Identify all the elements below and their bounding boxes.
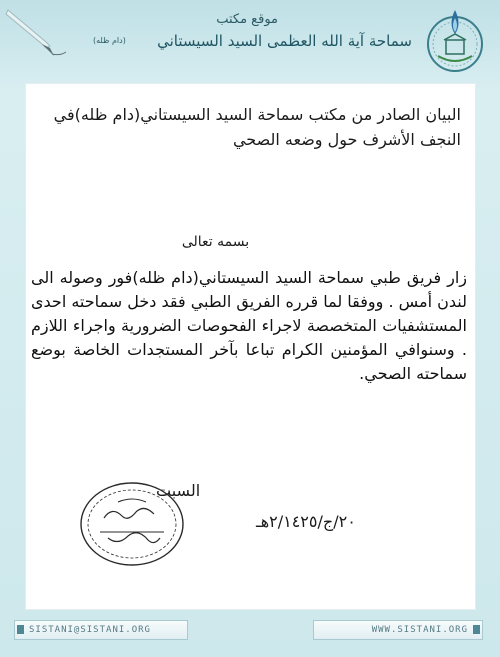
footer-email-link[interactable] <box>14 620 188 640</box>
footer-website-link[interactable] <box>313 620 483 640</box>
square-bullet-icon <box>473 625 480 634</box>
office-name: سماحة آية الله العظمى السيد السيستاني <box>157 32 412 50</box>
quill-pen-icon <box>2 2 72 62</box>
document-body: زار فريق طبي سماحة السيد السيستاني(دام ظله)فور وصوله الى لندن أمس . ووفقا لما قرره الفريق الطبي فقد دخل سماحته احدى المستشفيات المتخصصة لاجراء الفحوصات الضرورية واجراء اللازم . وسنوافي المؤمنين الكرام تباعا بآخر المستجدات الخاصة بوضع سماحته الصحي. <box>31 268 467 383</box>
office-seal-icon <box>78 480 186 568</box>
site-label: موقع مكتب <box>216 12 278 27</box>
statement-document <box>26 84 475 609</box>
square-bullet-icon <box>17 625 24 634</box>
basmala: بسمه تعالى <box>181 234 250 250</box>
document-day: السبت <box>156 481 201 500</box>
footer-email-text: SISTANI@SISTANI.ORG <box>29 625 151 635</box>
office-suffix: (دام ظله) <box>93 36 126 45</box>
document-date: ٢٠/ج/٢/١٤٢٥هـ <box>256 512 356 531</box>
office-emblem-icon <box>420 4 490 74</box>
site-header <box>0 0 500 82</box>
footer-website-text: WWW.SISTANI.ORG <box>371 625 468 635</box>
document-title: البيان الصادر من مكتب سماحة السيد السيستاني(دام ظله)في النجف الأشرف حول وضعه الصحي <box>53 105 461 149</box>
